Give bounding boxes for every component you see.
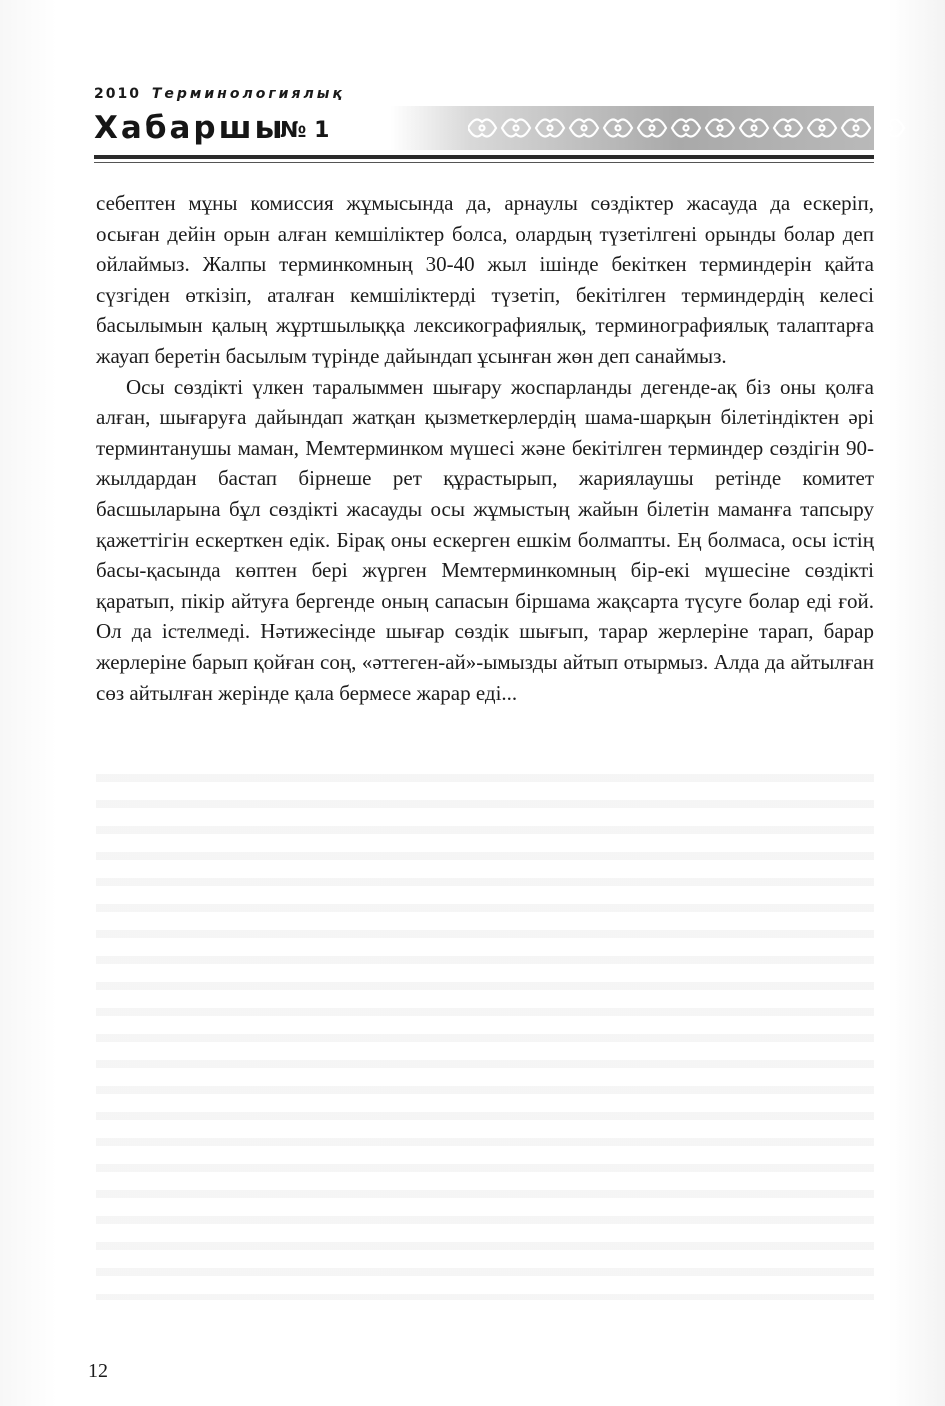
ornament-motif — [502, 120, 530, 137]
bleed-through-text — [96, 760, 874, 1300]
ornament-dot — [582, 126, 587, 131]
ornament-motif — [706, 120, 734, 137]
header-year: 2010 — [94, 86, 141, 102]
header-rule-thin — [94, 162, 874, 163]
ornament-dot — [616, 126, 621, 131]
header-title: Хабаршы — [94, 110, 286, 146]
ornament-motif — [672, 120, 700, 137]
ornament-dot — [514, 126, 519, 131]
header-issue-number: № 1 — [280, 118, 330, 143]
ornament-motif — [536, 120, 564, 137]
journal-header — [94, 86, 874, 166]
ornament-motif — [808, 120, 836, 137]
ornament-dot — [888, 126, 893, 131]
ornament-dot — [718, 126, 723, 131]
paragraph-1: себептен мұны комиссия жұмысында да, арнаулы сөздіктер жасауда да ескеріп, осыған дейін орын алған кемшіліктер болса, олардың түзетілгені орынды болар деп ойлаймыз. Жалпы терминкомның 30-40 жыл ішінде бекіткен терминдерін қайта сүзгіден өткізіп, аталған кемшіліктерді түзетіп, бекітілген терминдердің келесі басылымын қалың жұртшылыққа лексикографиялық, терминографиялық талаптарға жауап беретін басылым түрінде дайындап ұсынған жөн деп санаймыз. — [96, 191, 874, 368]
ornament-dot — [480, 126, 485, 131]
paragraph-2: Осы сөздікті үлкен таралыммен шығару жоспарланды дегенде-ақ біз оны қолға алған, шығаруға дайындап жатқан қызметкерлердің шама-шарқын білетіндіктен әрі терминтанушы маман, Мемтерминком мүшесі және бекітілген терминдер сөздігін 90-жылдардан бастап бірнеше рет құрастырып, жариялаушы ретінде комитет басшыларына бұл сөздікті жасауды осы жұмыстың жайын білетін маманға тапсыру қажеттігін ескерткен едік. Бірақ оны ескерген ешкім болмапты. Ең болмаса, осы істің басы-қасында көптен бері жүрген Мемтерминкомның бір-екі мүшесіне сөздікті қаратып, пікір айтуға бергенде оның сапасын біршама жақсарта түсуге болар еді ғой. Ол да істелмеді. Нәтижесінде шығар сөздік шығып, тарар жерлеріне тарап, барар жерлеріне барып қойған соң, «әттеген-ай»-ымызды айтып отырмыз. Алда да айтылған сөз айтылған жерінде қала бермесе жарар еді... — [96, 374, 874, 705]
ornament-motif — [842, 120, 870, 137]
header-series: Терминологиялық — [151, 86, 345, 102]
ornament-motif — [468, 120, 496, 137]
kazakh-ornament-band-icon — [468, 109, 914, 147]
header-rule-thick — [94, 155, 874, 159]
header-year-line — [94, 86, 345, 102]
ornament-motif — [638, 120, 666, 137]
ornament-dot — [548, 126, 553, 131]
ornament-motif — [876, 120, 904, 137]
ornament-dot — [854, 126, 859, 131]
ornament-dot — [820, 126, 825, 131]
page-number: 12 — [88, 1360, 108, 1382]
ornament-dot — [786, 126, 791, 131]
ornament-motif — [604, 120, 632, 137]
ornament-dot — [684, 126, 689, 131]
ornament-motif — [570, 120, 598, 137]
ornament-dot — [752, 126, 757, 131]
article-body — [96, 188, 874, 708]
ornament-dot — [650, 126, 655, 131]
ornament-motif — [774, 120, 802, 137]
ornament-motif — [740, 120, 768, 137]
